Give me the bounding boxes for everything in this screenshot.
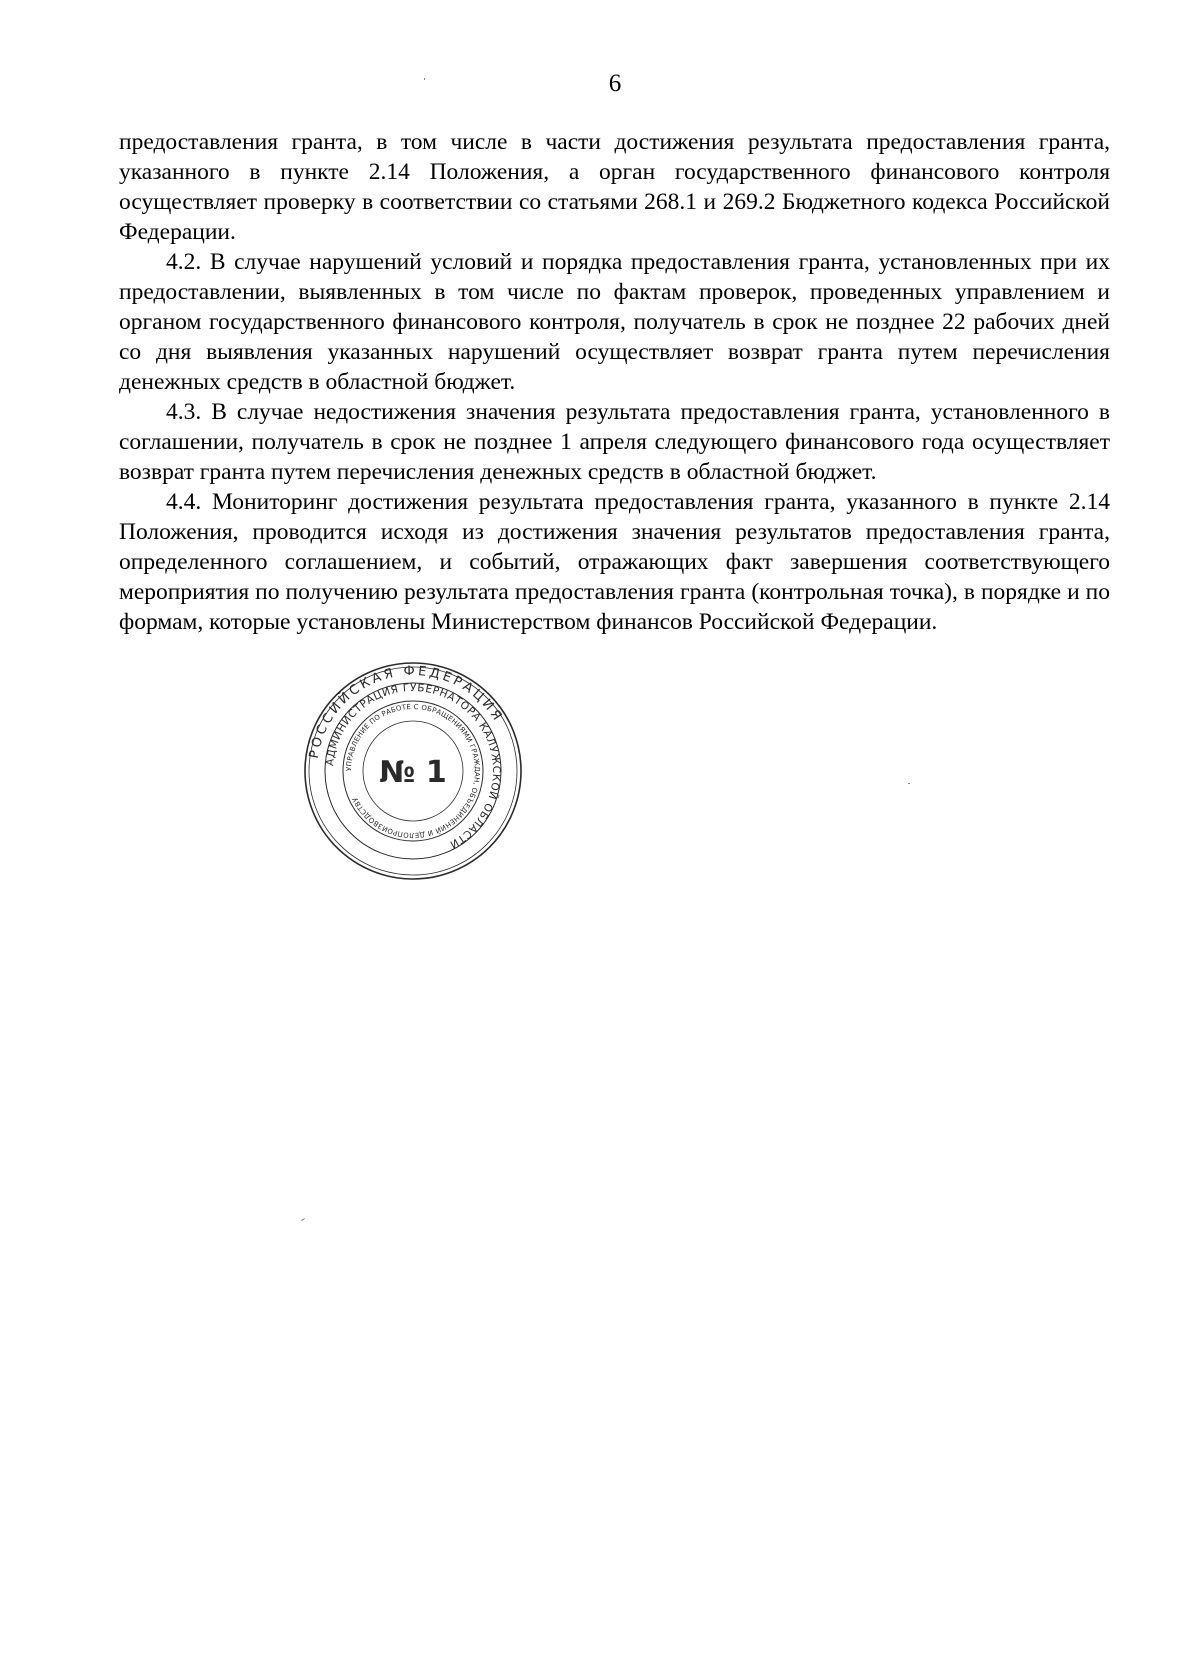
page-number: 6 [608,70,622,97]
seal-middle-ring-text: АДМИНИСТРАЦИЯ ГУБЕРНАТОРА КАЛУЖСКОЙ ОБЛАСТИ [324,681,503,851]
scan-speck [301,1218,305,1221]
document-body [119,127,1110,637]
paragraph-continuation: предоставления гранта, в том числе в части достижения результата предоставления гранта, указанного в пункте 2.14 Положения, а орган государственного финансового контроля осуществляет проверку в соответствии со статьями 268.1 и 269.2 Бюджетного кодекса Российской Федерации. [119,129,1110,245]
paragraph-4-3: 4.3. В случае недостижения значения результата предоставления гранта, установленного в соглашении, получатель в срок не позднее 1 апреля следующего финансового года осуществляет возврат гранта путем перечисления денежных средств в областной бюджет. [119,399,1110,485]
scan-speck [908,783,910,784]
paragraph-4-4: 4.4. Мониторинг достижения результата предоставления гранта, указанного в пункте 2.14 Положения, проводится исходя из достижения значения результатов предоставления гранта, определенного соглашением, и событий, отражающих факт завершения соответствующего мероприятия по получению результата предоставления гранта (контрольная точка), в порядке и по формам, которые установлены Министерством финансов Российской Федерации. [119,489,1110,635]
seal-graphic [302,660,524,882]
seal-center-number: № 1 [379,755,447,790]
paragraph-4-2: 4.2. В случае нарушений условий и порядка предоставления гранта, установленных при их предоставлении, выявленных в том числе по фактам проверок, проведенных управлением и органом государственного финансового контроля, получатель в срок не позднее 22 рабочих дней со дня выявления указанных нарушений осуществляет возврат гранта путем перечисления денежных средств в областной бюджет. [119,249,1110,395]
official-seal-stamp [302,660,524,882]
scan-speck [424,78,425,80]
seal-outer-ring-text: РОССИЙСКАЯ ФЕДЕРАЦИЯ [306,663,506,760]
seal-inner-ring-text: УПРАВЛЕНИЕ ПО РАБОТЕ С ОБРАЩЕНИЯМИ ГРАЖДАН, ОБЪЕДИНЕНИЙ И ДЕЛОПРОИЗВОДСТВУ [344,702,482,840]
